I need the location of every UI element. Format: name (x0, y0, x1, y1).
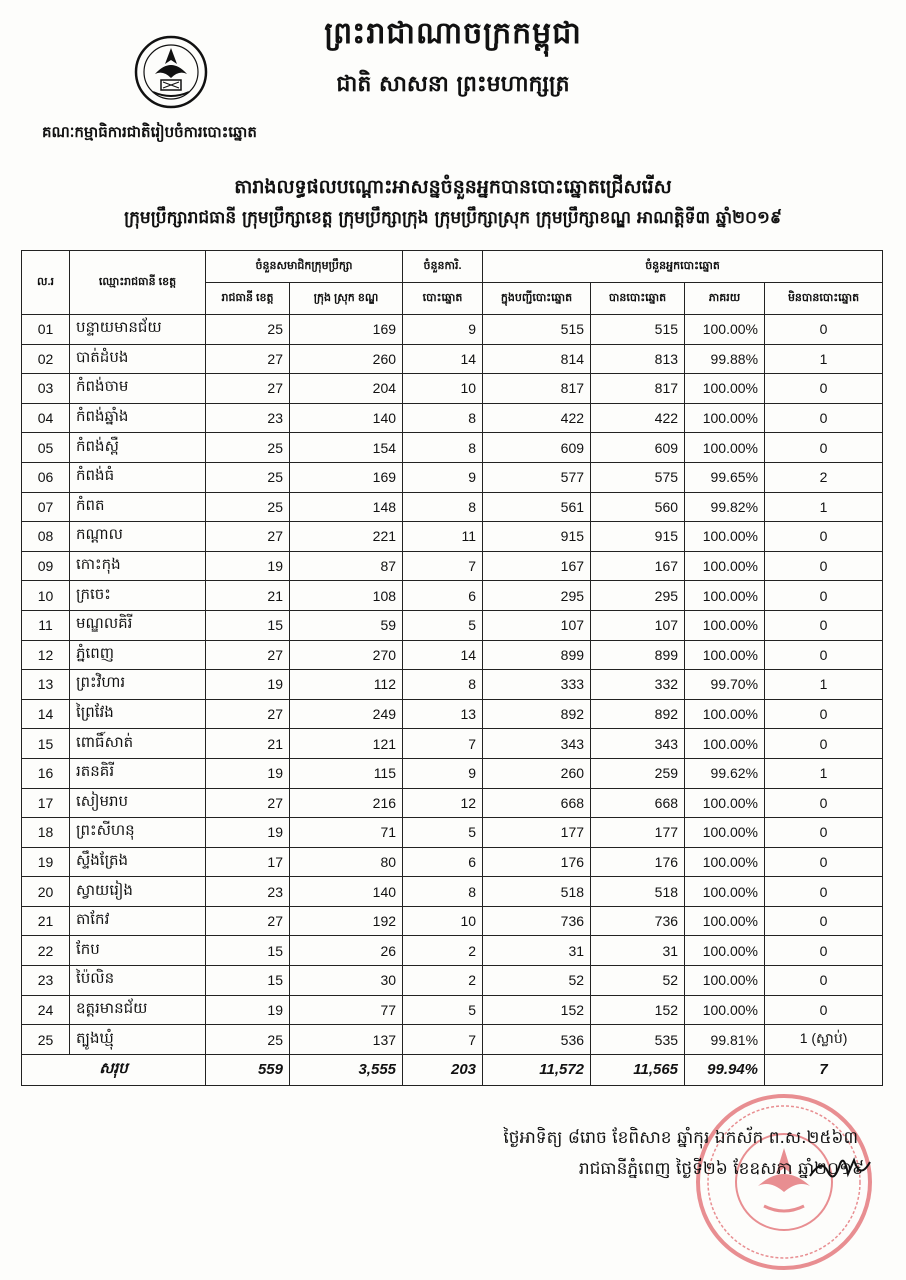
cell-no: 03 (22, 374, 70, 404)
table-row (22, 906, 883, 936)
cell-stations: 9 (403, 758, 483, 788)
cell-not-voted: 0 (765, 936, 883, 966)
cell-not-voted: 0 (765, 877, 883, 907)
cell-not-voted: 1 (765, 758, 883, 788)
cell-not-voted: 0 (765, 374, 883, 404)
cell-no: 25 (22, 1025, 70, 1055)
cell-stations: 2 (403, 966, 483, 996)
cell-capital-province: 25 (206, 433, 290, 463)
cell-name: កំពង់ចាម (70, 374, 206, 404)
cell-percent: 100.00% (685, 551, 765, 581)
cell-capital-province: 19 (206, 995, 290, 1025)
table-header (22, 251, 883, 315)
cell-registered: 422 (483, 403, 591, 433)
cell-municipality-district: 108 (290, 581, 403, 611)
cell-stations: 8 (403, 403, 483, 433)
total-stations: 203 (403, 1054, 483, 1085)
cell-municipality-district: 59 (290, 610, 403, 640)
cell-registered: 167 (483, 551, 591, 581)
cell-voted: 259 (591, 758, 685, 788)
cell-registered: 107 (483, 610, 591, 640)
cell-not-voted: 0 (765, 818, 883, 848)
cell-no: 09 (22, 551, 70, 581)
cell-no: 08 (22, 522, 70, 552)
cell-municipality-district: 192 (290, 906, 403, 936)
cell-stations: 8 (403, 670, 483, 700)
cell-name: កណ្ដាល (70, 522, 206, 552)
cell-stations: 10 (403, 906, 483, 936)
cell-voted: 736 (591, 906, 685, 936)
cell-municipality-district: 154 (290, 433, 403, 463)
cell-name: ស្វាយរៀង (70, 877, 206, 907)
cell-registered: 177 (483, 818, 591, 848)
cell-registered: 609 (483, 433, 591, 463)
cell-capital-province: 27 (206, 699, 290, 729)
cell-stations: 8 (403, 433, 483, 463)
cell-municipality-district: 71 (290, 818, 403, 848)
cell-capital-province: 15 (206, 936, 290, 966)
organization-name: គណៈកម្មាធិការជាតិរៀបចំការបោះឆ្នោត (42, 123, 257, 141)
cell-no: 14 (22, 699, 70, 729)
cell-no: 19 (22, 847, 70, 877)
cell-percent: 100.00% (685, 374, 765, 404)
cell-registered: 814 (483, 344, 591, 374)
cell-capital-province: 27 (206, 640, 290, 670)
table-row (22, 847, 883, 877)
national-motto: ជាតិ សាសនា ព្រះមហាក្សត្រ (336, 71, 570, 97)
cell-stations: 7 (403, 1025, 483, 1055)
cell-percent: 100.00% (685, 877, 765, 907)
cell-voted: 817 (591, 374, 685, 404)
cell-stations: 11 (403, 522, 483, 552)
header-no: ល.រ (22, 251, 70, 315)
cell-registered: 518 (483, 877, 591, 907)
nec-emblem-icon (133, 34, 209, 110)
cell-not-voted: 0 (765, 966, 883, 996)
cell-capital-province: 19 (206, 551, 290, 581)
cell-percent: 99.62% (685, 758, 765, 788)
header-stations-top: ចំនួនការិ. (403, 251, 483, 283)
cell-capital-province: 25 (206, 1025, 290, 1055)
cell-name: ពោធិ៍សាត់ (70, 729, 206, 759)
total-not-voted: 7 (765, 1054, 883, 1085)
cell-no: 24 (22, 995, 70, 1025)
cell-name: កំពត (70, 492, 206, 522)
cell-percent: 100.00% (685, 729, 765, 759)
header-voted: បានបោះឆ្នោត (591, 283, 685, 315)
document-subtitle: ក្រុមប្រឹក្សារាជធានី ក្រុមប្រឹក្សាខេត្ត ក្រុមប្រឹក្សាក្រុង ក្រុមប្រឹក្សាស្រុក ក្រុមប្រឹក្សាខណ្ឌ អាណត្តិទី៣ ឆ្នាំ២០១៩ (124, 208, 782, 228)
table-row (22, 433, 883, 463)
cell-voted: 892 (591, 699, 685, 729)
cell-capital-province: 19 (206, 818, 290, 848)
document-title: តារាងលទ្ធផលបណ្ដោះអាសន្នចំនួនអ្នកបានបោះឆ្នោតជ្រើសរើស (234, 176, 672, 198)
cell-not-voted: 0 (765, 581, 883, 611)
cell-percent: 100.00% (685, 995, 765, 1025)
total-percent: 99.94% (685, 1054, 765, 1085)
cell-stations: 2 (403, 936, 483, 966)
cell-percent: 100.00% (685, 906, 765, 936)
results-table (21, 250, 883, 1086)
cell-stations: 9 (403, 462, 483, 492)
table-row (22, 966, 883, 996)
cell-registered: 515 (483, 315, 591, 345)
total-municipality-district: 3,555 (290, 1054, 403, 1085)
cell-municipality-district: 216 (290, 788, 403, 818)
cell-name: សៀមរាប (70, 788, 206, 818)
cell-registered: 668 (483, 788, 591, 818)
total-registered: 11,572 (483, 1054, 591, 1085)
cell-no: 12 (22, 640, 70, 670)
cell-percent: 100.00% (685, 936, 765, 966)
cell-voted: 107 (591, 610, 685, 640)
cell-percent: 100.00% (685, 818, 765, 848)
cell-registered: 343 (483, 729, 591, 759)
cell-name: ក្រចេះ (70, 581, 206, 611)
table-row (22, 492, 883, 522)
cell-percent: 100.00% (685, 699, 765, 729)
cell-no: 02 (22, 344, 70, 374)
cell-registered: 736 (483, 906, 591, 936)
cell-not-voted: 2 (765, 462, 883, 492)
cell-capital-province: 23 (206, 877, 290, 907)
cell-municipality-district: 169 (290, 315, 403, 345)
cell-voted: 422 (591, 403, 685, 433)
cell-no: 20 (22, 877, 70, 907)
cell-capital-province: 25 (206, 492, 290, 522)
cell-stations: 14 (403, 640, 483, 670)
cell-not-voted: 0 (765, 551, 883, 581)
cell-stations: 13 (403, 699, 483, 729)
header-voters-group: ចំនួនអ្នកបោះឆ្នោត (483, 251, 883, 283)
cell-not-voted: 0 (765, 315, 883, 345)
cell-name: ព្រៃវែង (70, 699, 206, 729)
cell-voted: 915 (591, 522, 685, 552)
cell-municipality-district: 148 (290, 492, 403, 522)
cell-percent: 99.65% (685, 462, 765, 492)
cell-name: តាកែវ (70, 906, 206, 936)
cell-voted: 609 (591, 433, 685, 463)
cell-capital-province: 25 (206, 315, 290, 345)
cell-percent: 100.00% (685, 581, 765, 611)
table-row (22, 344, 883, 374)
cell-municipality-district: 77 (290, 995, 403, 1025)
cell-name: ព្រះសីហនុ (70, 818, 206, 848)
cell-no: 23 (22, 966, 70, 996)
cell-not-voted: 0 (765, 906, 883, 936)
cell-not-voted: 0 (765, 640, 883, 670)
cell-name: ត្បូងឃ្មុំ (70, 1025, 206, 1055)
cell-percent: 100.00% (685, 610, 765, 640)
cell-capital-province: 17 (206, 847, 290, 877)
cell-not-voted: 0 (765, 847, 883, 877)
cell-capital-province: 19 (206, 670, 290, 700)
kingdom-title: ព្រះរាជាណាចក្រកម្ពុជា (324, 16, 582, 51)
cell-no: 18 (22, 818, 70, 848)
cell-registered: 577 (483, 462, 591, 492)
cell-percent: 100.00% (685, 847, 765, 877)
cell-stations: 5 (403, 610, 483, 640)
cell-capital-province: 15 (206, 610, 290, 640)
cell-name: ស្ទឹងត្រែង (70, 847, 206, 877)
cell-municipality-district: 26 (290, 936, 403, 966)
cell-name: មណ្ឌលគិរី (70, 610, 206, 640)
cell-stations: 5 (403, 995, 483, 1025)
cell-voted: 332 (591, 670, 685, 700)
cell-stations: 10 (403, 374, 483, 404)
cell-capital-province: 27 (206, 906, 290, 936)
cell-voted: 176 (591, 847, 685, 877)
lunar-date: ថ្ងៃអាទិត្យ ៨រោច ខែពិសាខ ឆ្នាំកុរ ឯកស័ក ព.ស.២៥៦៣ (503, 1128, 858, 1148)
handwritten-signature-icon (808, 1150, 872, 1184)
cell-no: 16 (22, 758, 70, 788)
cell-percent: 100.00% (685, 966, 765, 996)
table-row (22, 729, 883, 759)
cell-not-voted: 0 (765, 729, 883, 759)
cell-no: 10 (22, 581, 70, 611)
cell-stations: 8 (403, 877, 483, 907)
cell-no: 15 (22, 729, 70, 759)
table-row (22, 551, 883, 581)
cell-stations: 7 (403, 729, 483, 759)
total-voted: 11,565 (591, 1054, 685, 1085)
cell-municipality-district: 137 (290, 1025, 403, 1055)
cell-municipality-district: 249 (290, 699, 403, 729)
cell-percent: 99.81% (685, 1025, 765, 1055)
cell-name: កែប (70, 936, 206, 966)
cell-voted: 899 (591, 640, 685, 670)
cell-voted: 31 (591, 936, 685, 966)
cell-percent: 99.82% (685, 492, 765, 522)
cell-stations: 6 (403, 581, 483, 611)
table-row (22, 522, 883, 552)
cell-municipality-district: 140 (290, 403, 403, 433)
cell-voted: 518 (591, 877, 685, 907)
cell-not-voted: 0 (765, 788, 883, 818)
cell-voted: 575 (591, 462, 685, 492)
cell-name: កោះកុង (70, 551, 206, 581)
cell-capital-province: 21 (206, 729, 290, 759)
cell-registered: 31 (483, 936, 591, 966)
cell-name: កំពង់ឆ្នាំង (70, 403, 206, 433)
cell-no: 22 (22, 936, 70, 966)
header-capital-province: រាជធានី ខេត្ត (206, 283, 290, 315)
table-row (22, 699, 883, 729)
cell-registered: 817 (483, 374, 591, 404)
cell-no: 13 (22, 670, 70, 700)
cell-capital-province: 21 (206, 581, 290, 611)
cell-voted: 167 (591, 551, 685, 581)
cell-municipality-district: 121 (290, 729, 403, 759)
cell-voted: 152 (591, 995, 685, 1025)
header-not-voted: មិនបានបោះឆ្នោត (765, 283, 883, 315)
cell-municipality-district: 87 (290, 551, 403, 581)
cell-voted: 560 (591, 492, 685, 522)
cell-capital-province: 27 (206, 344, 290, 374)
cell-capital-province: 27 (206, 374, 290, 404)
table-row (22, 670, 883, 700)
cell-percent: 100.00% (685, 522, 765, 552)
cell-registered: 899 (483, 640, 591, 670)
cell-voted: 177 (591, 818, 685, 848)
cell-registered: 295 (483, 581, 591, 611)
table-row (22, 818, 883, 848)
cell-registered: 260 (483, 758, 591, 788)
header-stations-bottom: បោះឆ្នោត (403, 283, 483, 315)
cell-name: រតនគិរី (70, 758, 206, 788)
cell-percent: 100.00% (685, 640, 765, 670)
header-registered: ក្នុងបញ្ជីបោះឆ្នោត (483, 283, 591, 315)
header-municipality-district: ក្រុង ស្រុក ខណ្ឌ (290, 283, 403, 315)
table-row (22, 788, 883, 818)
cell-registered: 536 (483, 1025, 591, 1055)
cell-no: 05 (22, 433, 70, 463)
cell-municipality-district: 270 (290, 640, 403, 670)
cell-percent: 100.00% (685, 788, 765, 818)
cell-not-voted: 0 (765, 522, 883, 552)
table-row (22, 374, 883, 404)
header-percent: ភាគរយ (685, 283, 765, 315)
cell-municipality-district: 204 (290, 374, 403, 404)
cell-not-voted: 0 (765, 699, 883, 729)
cell-stations: 14 (403, 344, 483, 374)
cell-percent: 100.00% (685, 403, 765, 433)
cell-name: បាត់ដំបង (70, 344, 206, 374)
cell-registered: 152 (483, 995, 591, 1025)
cell-stations: 8 (403, 492, 483, 522)
table-row (22, 758, 883, 788)
cell-no: 21 (22, 906, 70, 936)
table-row (22, 462, 883, 492)
cell-not-voted: 0 (765, 610, 883, 640)
cell-municipality-district: 112 (290, 670, 403, 700)
cell-registered: 915 (483, 522, 591, 552)
cell-municipality-district: 260 (290, 344, 403, 374)
cell-registered: 52 (483, 966, 591, 996)
solar-date: រាជធានីភ្នំពេញ ថ្ងៃទី២៦ ខែឧសភា ឆ្នាំ២០១៩ (578, 1159, 864, 1179)
cell-not-voted: 1 (765, 344, 883, 374)
cell-name: បន្ទាយមានជ័យ (70, 315, 206, 345)
cell-percent: 100.00% (685, 315, 765, 345)
cell-stations: 5 (403, 818, 483, 848)
cell-not-voted: 1 (ស្លាប់) (765, 1025, 883, 1055)
cell-name: ឧត្ដរមានជ័យ (70, 995, 206, 1025)
header-members-group: ចំនួនសមាជិកក្រុមប្រឹក្សា (206, 251, 403, 283)
cell-voted: 668 (591, 788, 685, 818)
cell-no: 04 (22, 403, 70, 433)
cell-name: កំពង់ធំ (70, 462, 206, 492)
table-row (22, 936, 883, 966)
table-row (22, 877, 883, 907)
table-row (22, 610, 883, 640)
table-total (22, 1054, 883, 1085)
table-row (22, 640, 883, 670)
cell-not-voted: 0 (765, 403, 883, 433)
cell-stations: 9 (403, 315, 483, 345)
table-row (22, 403, 883, 433)
table-row (22, 581, 883, 611)
cell-no: 07 (22, 492, 70, 522)
cell-percent: 99.70% (685, 670, 765, 700)
total-label: សរុប (22, 1054, 206, 1085)
cell-municipality-district: 80 (290, 847, 403, 877)
cell-registered: 176 (483, 847, 591, 877)
cell-capital-province: 23 (206, 403, 290, 433)
cell-capital-province: 27 (206, 788, 290, 818)
cell-stations: 7 (403, 551, 483, 581)
cell-name: កំពង់ស្ពឺ (70, 433, 206, 463)
cell-municipality-district: 115 (290, 758, 403, 788)
cell-voted: 52 (591, 966, 685, 996)
total-row (22, 1054, 883, 1085)
cell-capital-province: 15 (206, 966, 290, 996)
cell-capital-province: 27 (206, 522, 290, 552)
table-row (22, 315, 883, 345)
cell-voted: 813 (591, 344, 685, 374)
cell-not-voted: 0 (765, 995, 883, 1025)
cell-voted: 535 (591, 1025, 685, 1055)
cell-voted: 515 (591, 315, 685, 345)
cell-registered: 333 (483, 670, 591, 700)
cell-percent: 99.88% (685, 344, 765, 374)
cell-no: 06 (22, 462, 70, 492)
table-body (22, 315, 883, 1055)
cell-name: ប៉ៃលិន (70, 966, 206, 996)
total-capital-province: 559 (206, 1054, 290, 1085)
cell-no: 11 (22, 610, 70, 640)
cell-municipality-district: 221 (290, 522, 403, 552)
cell-no: 01 (22, 315, 70, 345)
cell-stations: 6 (403, 847, 483, 877)
cell-stations: 12 (403, 788, 483, 818)
cell-percent: 100.00% (685, 433, 765, 463)
header-name: ឈ្មោះរាជធានី ខេត្ត (70, 251, 206, 315)
cell-not-voted: 0 (765, 433, 883, 463)
cell-registered: 561 (483, 492, 591, 522)
cell-no: 17 (22, 788, 70, 818)
cell-name: ភ្នំពេញ (70, 640, 206, 670)
table-row (22, 1025, 883, 1055)
table-row (22, 995, 883, 1025)
cell-not-voted: 1 (765, 670, 883, 700)
cell-not-voted: 1 (765, 492, 883, 522)
cell-municipality-district: 30 (290, 966, 403, 996)
cell-capital-province: 25 (206, 462, 290, 492)
cell-voted: 343 (591, 729, 685, 759)
cell-registered: 892 (483, 699, 591, 729)
cell-municipality-district: 140 (290, 877, 403, 907)
cell-name: ព្រះវិហារ (70, 670, 206, 700)
cell-capital-province: 19 (206, 758, 290, 788)
cell-voted: 295 (591, 581, 685, 611)
cell-municipality-district: 169 (290, 462, 403, 492)
